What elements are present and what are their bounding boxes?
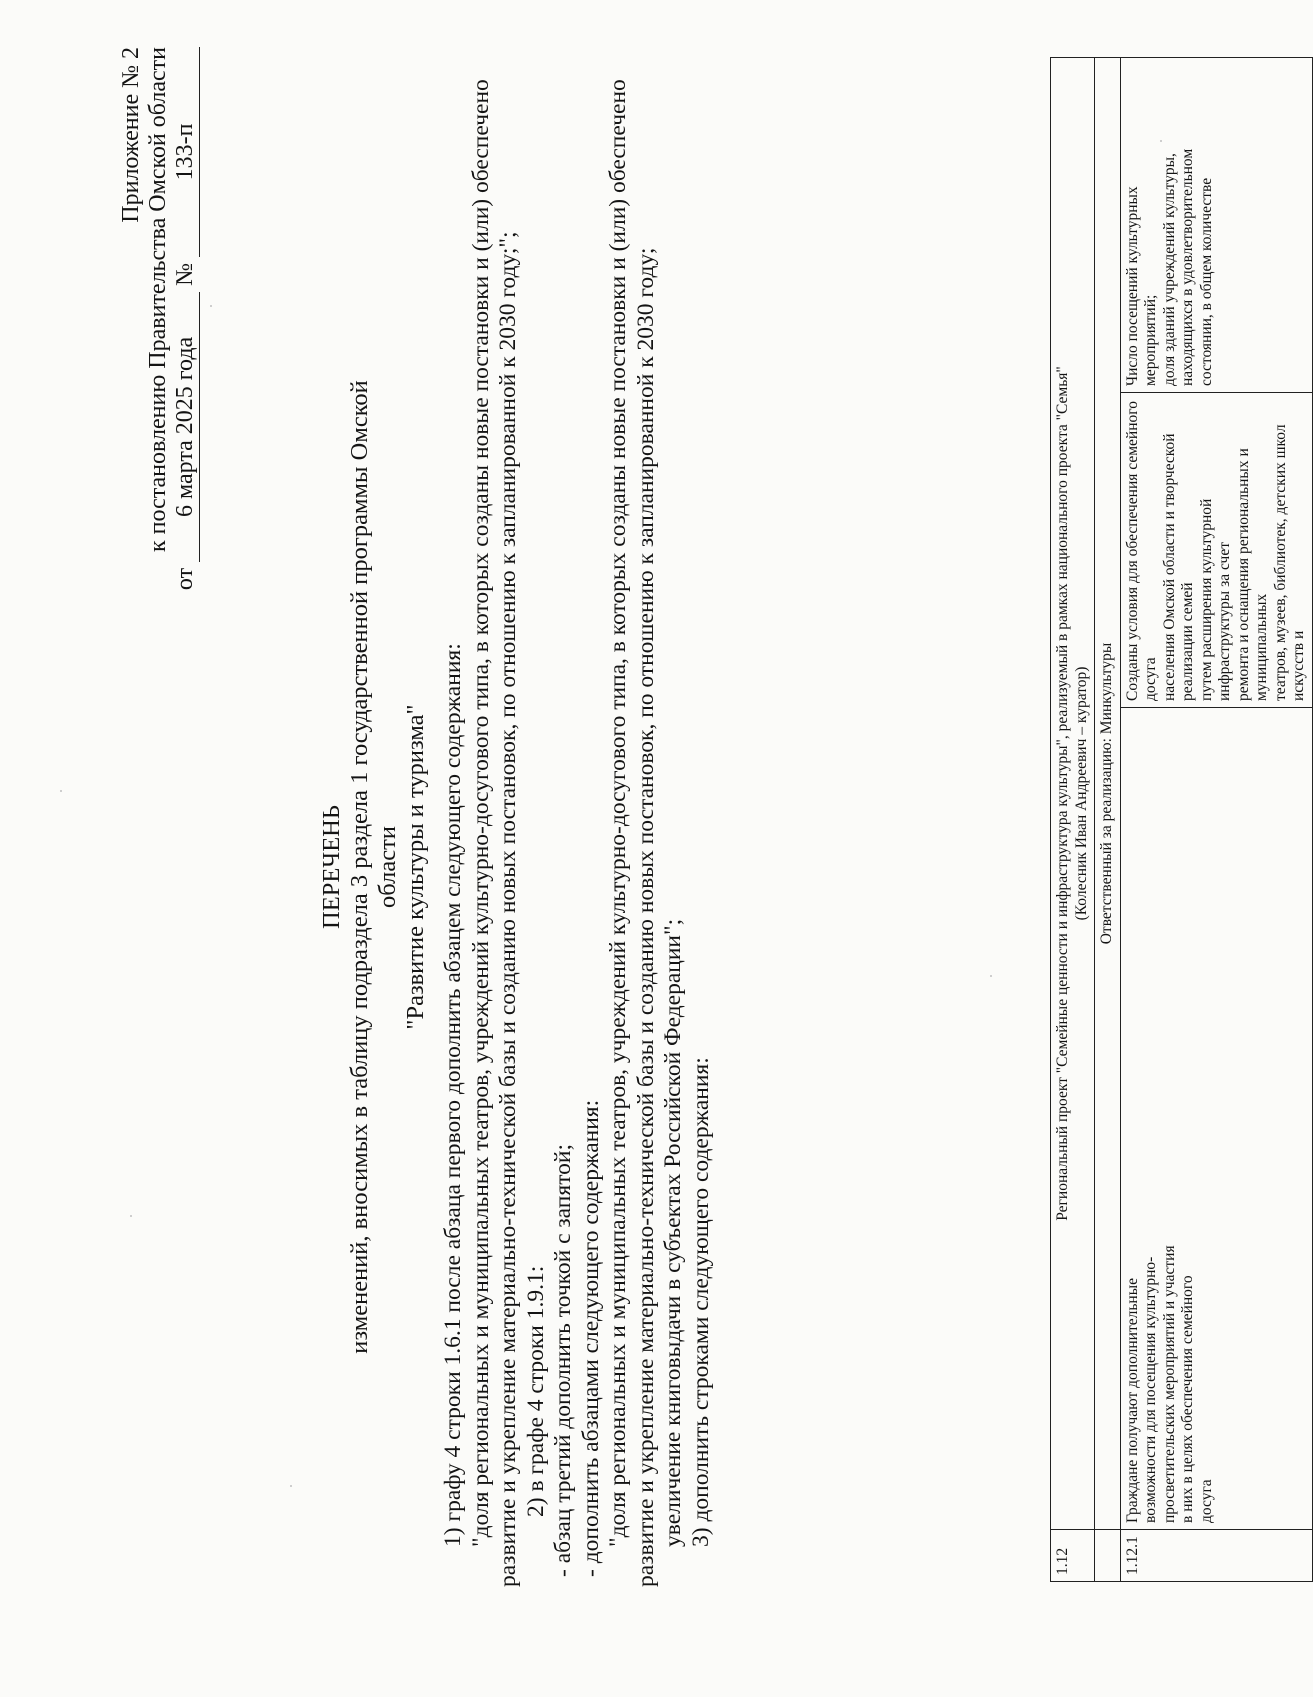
- row-number: 1.12.1: [1120, 1530, 1312, 1582]
- appendix-block: [118, 47, 200, 697]
- empty-cell: [1095, 1530, 1121, 1582]
- table-row: [1051, 58, 1095, 1582]
- appendix-doc-number: 133-п: [172, 47, 200, 257]
- project-cell: [1051, 58, 1095, 1530]
- document-body: [440, 67, 715, 1587]
- appendix-date-line: от 6 марта 2025 года № 133-п: [172, 47, 200, 697]
- paragraph: "доля региональных и муниципальных театров, учреждений культурно-досугового типа, в которых созданы новые постановки и (или) обеспечено развитие и укрепление материально-технической базы и созданию новых постановок, по отношению к запланированной к 2030 году;";: [467, 79, 521, 1587]
- scan-speck: [130, 1215, 132, 1217]
- document-title: ПЕРЕЧЕНЬ: [318, 805, 345, 929]
- changes-table: [1050, 57, 1313, 1582]
- appendix-number: Приложение № 2: [118, 47, 144, 223]
- paragraph: "доля региональных и муниципальных театров, учреждений культурно-досугового типа, в которых созданы новые постановки и (или) обеспечено развитие и укрепление материально-технической базы и созданию новых постановок, по отношению к запланированной к 2030 году;: [605, 79, 659, 1587]
- table-row: [1120, 58, 1312, 1582]
- appendix-date: 6 марта 2025 года: [172, 292, 200, 562]
- project-name: Региональный проект "Семейные ценности и инфраструктура культуры", реализуемый в рамках национального проекта "Семья": [1054, 366, 1071, 1221]
- effect-cell: Созданы условия для обеспечения семейного досуга населения Омской области и творческой реализации семей путем расширения культурной инфраструктуры за счет ремонта и оснащения региональных и муниципальных театров, музеев, библиотек, детских школ искусств и: [1120, 393, 1312, 708]
- paragraph: 3) дополнить строками следующего содержания:: [687, 1057, 714, 1547]
- paragraph: 1) графу 4 строки 1.6.1 после абзаца первого дополнить абзацем следующего содержания:: [440, 643, 466, 1547]
- document-subtitle: изменений, вносимых в таблицу подраздела 3 раздела 1 государственной программы Омской области: [346, 380, 401, 1354]
- indicator-cell: Число посещений культурных мероприятий; доля зданий учреждений культуры, находящихся в удовлетворительном состоянии, в общем количестве: [1120, 58, 1312, 393]
- task-cell: Граждане получают дополнительные возможности для посещения культурно- просветительских мероприятий и участия в них в целях обеспечения семейного досуга: [1120, 708, 1312, 1530]
- scan-speck: [990, 975, 992, 977]
- scan-speck: [290, 1485, 292, 1487]
- paragraph: 2) в графе 4 строки 1.9.1:: [522, 1265, 549, 1517]
- document-heading: [318, 367, 430, 1367]
- row-number: 1.12: [1051, 1530, 1095, 1582]
- paragraph: - абзац третий дополнить точкой с запятой;: [550, 1143, 576, 1577]
- paragraph: - дополнить абзацами следующего содержания:: [577, 1099, 604, 1577]
- program-name: "Развитие культуры и туризма": [402, 704, 429, 1030]
- paragraph: увеличение книговыдачи в субъектах Российской Федерации";: [660, 918, 686, 1547]
- table-row: [1095, 58, 1121, 1582]
- appendix-decree: к постановлению Правительства Омской области: [145, 47, 171, 553]
- scan-speck: [210, 305, 212, 307]
- scan-speck: [60, 790, 62, 792]
- responsible-cell: Ответственный за реализацию: Минкультуры: [1095, 58, 1121, 1530]
- project-curator: (Колесник Иван Андреевич – куратор): [1072, 666, 1090, 921]
